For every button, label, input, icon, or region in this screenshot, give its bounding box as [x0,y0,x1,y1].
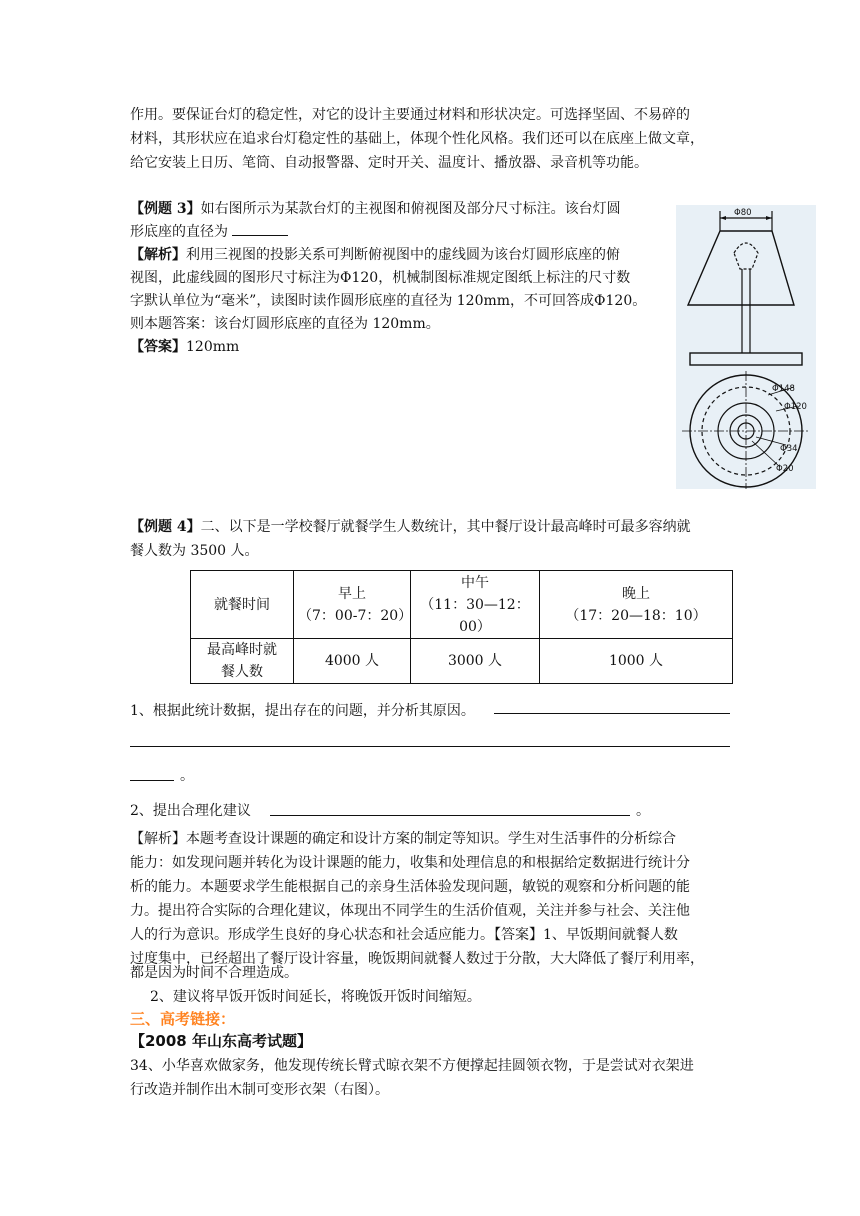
section-heading: 三、高考链接： [130,1010,236,1028]
example3-answer-line [130,336,672,360]
answer-blank [270,815,630,816]
cell-text: 就餐时间 [214,596,270,613]
dim-label-top: Φ80 [734,208,752,218]
table-header-cell [191,571,294,639]
arrow-icon [766,216,772,220]
sub-question-2: 2、提出合理化建议 [130,803,251,819]
table-row [191,571,733,639]
answer-blank [232,221,288,236]
cell-text: （7：00-7：20） [298,607,413,624]
sub-question-1-end: 。 [180,768,194,784]
example3-question: 形底座的直径为 [130,224,228,240]
analysis-text: 力。提出符合实际的合理化建议，体现出不同学生的生活价值观，关注并参与社会、关注他 [130,903,690,919]
table-row [191,639,733,684]
answer-blank [130,780,174,781]
example3-question-line [130,198,672,222]
example3-label: 【例题 3】 [130,201,201,217]
dim-label-20: Φ20 [776,464,794,474]
analysis-text: 视图，此虚线圆的图形尺寸标注为Φ120，机械制图标准规定图纸上标注的尺寸数 [130,270,631,286]
analysis-text: 析的能力。本题要求学生能根据自己的亲身生活体验发现问题，敏锐的观察和分析问题的能 [130,879,690,895]
cell-text: 1000 人 [608,653,664,669]
example3-question-line [130,221,672,245]
lampshade-outline [688,231,794,305]
bulb-hidden-line [734,243,758,269]
table-cell [191,639,294,684]
cell-text: （17：20—18：10） [565,607,707,624]
table-header-cell [540,571,733,639]
cell-text: 中午 [461,574,489,591]
dim-label-34: Φ34 [780,444,798,454]
cell-text: 晚上 [622,585,650,602]
table-header-cell [411,571,540,639]
cell-text: （11：30—12： [420,596,530,613]
table-cell [411,639,540,684]
question-34: 行改造并制作出木制可变形衣架（右图）。 [130,1082,389,1098]
example3-analysis-line [130,244,672,268]
cell-text: 4000 人 [324,653,380,669]
lamp-drawing [676,205,816,489]
intro-line: 给它安装上日历、笔筒、自动报警器、定时开关、温度计、播放器、录音机等功能。 [130,155,648,171]
cell-text: 3000 人 [447,653,503,669]
example4-question-line [130,516,730,540]
answer-blank [130,746,730,747]
answer-label: 【答案】 [130,339,186,355]
analysis-text: 都是因为时间不合理造成。 [130,965,298,981]
sub-question-2-end: 。 [636,803,650,819]
example4-question: 餐人数为 3500 人。 [130,543,259,559]
answer-text: 2、建议将早饭开饭时间延长，将晚饭开饭时间缩短。 [150,989,481,1005]
table-cell [294,639,411,684]
analysis-text: 过度集中，已经超出了餐厅设计容量，晚饭期间就餐人数过于分散，大大降低了餐厅利用率， [130,951,704,967]
cell-text: 00） [459,618,491,635]
arrow-icon [720,216,726,220]
example3-question: 如右图所示为某款台灯的主视图和俯视图及部分尺寸标注。该台灯圆 [200,201,621,217]
base-front-view [690,353,802,365]
sub-question-1: 1、根据此统计数据，提出存在的问题，并分析其原因。 [130,703,475,719]
analysis-text: 人的行为意识。形成学生良好的身心状态和社会适应能力。【答案】1、早饭期间就餐人数 [130,927,678,943]
cell-text: 最高峰时就 [207,642,277,658]
answer-text: 120mm [186,339,240,355]
question-34: 34、小华喜欢做家务，他发现传统长臂式晾衣架不方便撑起挂圆领衣物，于是尝试对衣架进 [130,1058,694,1074]
example4-label: 【例题 4】 [130,519,201,535]
analysis-text: 能力：如发现问题并转化为设计课题的能力，收集和处理信息的和根据给定数据进行统计分 [130,855,690,871]
analysis-text: 则本题答案：该台灯圆形底座的直径为 120mm。 [130,316,440,332]
cell-text: 餐人数 [221,664,263,680]
analysis-text: 【解析】本题考查设计课题的确定和设计方案的制定等知识。学生对生活事件的分析综合 [130,831,676,847]
dining-stats-table [190,570,733,684]
intro-line: 作用。要保证台灯的稳定性，对它的设计主要通过材料和形状决定。可选择坚固、不易碎的 [130,107,690,123]
analysis-label: 【解析】 [130,247,186,263]
example4-question: 二、以下是一学校餐厅就餐学生人数统计，其中餐厅设计最高峰时可最多容纳就 [200,519,691,535]
intro-line: 材料，其形状应在追求台灯稳定性的基础上，体现个性化风格。我们还可以在底座上做文章， [130,131,704,147]
analysis-text: 利用三视图的投影关系可判断俯视图中的虚线圆为该台灯圆形底座的俯 [186,247,620,263]
table-cell [540,639,733,684]
answer-blank [494,713,730,714]
exam-title: 【2008 年山东高考试题】 [130,1032,312,1050]
analysis-text: 字默认单位为“毫米”，读图时读作圆形底座的直径为 120mm，不可回答成Φ120。 [130,293,647,309]
table-header-cell [294,571,411,639]
lamp-drawing-svg [676,205,816,489]
cell-text: 早上 [338,585,366,602]
dim-label-148: Φ148 [772,384,795,394]
dim-label-120: Φ120 [784,402,807,412]
